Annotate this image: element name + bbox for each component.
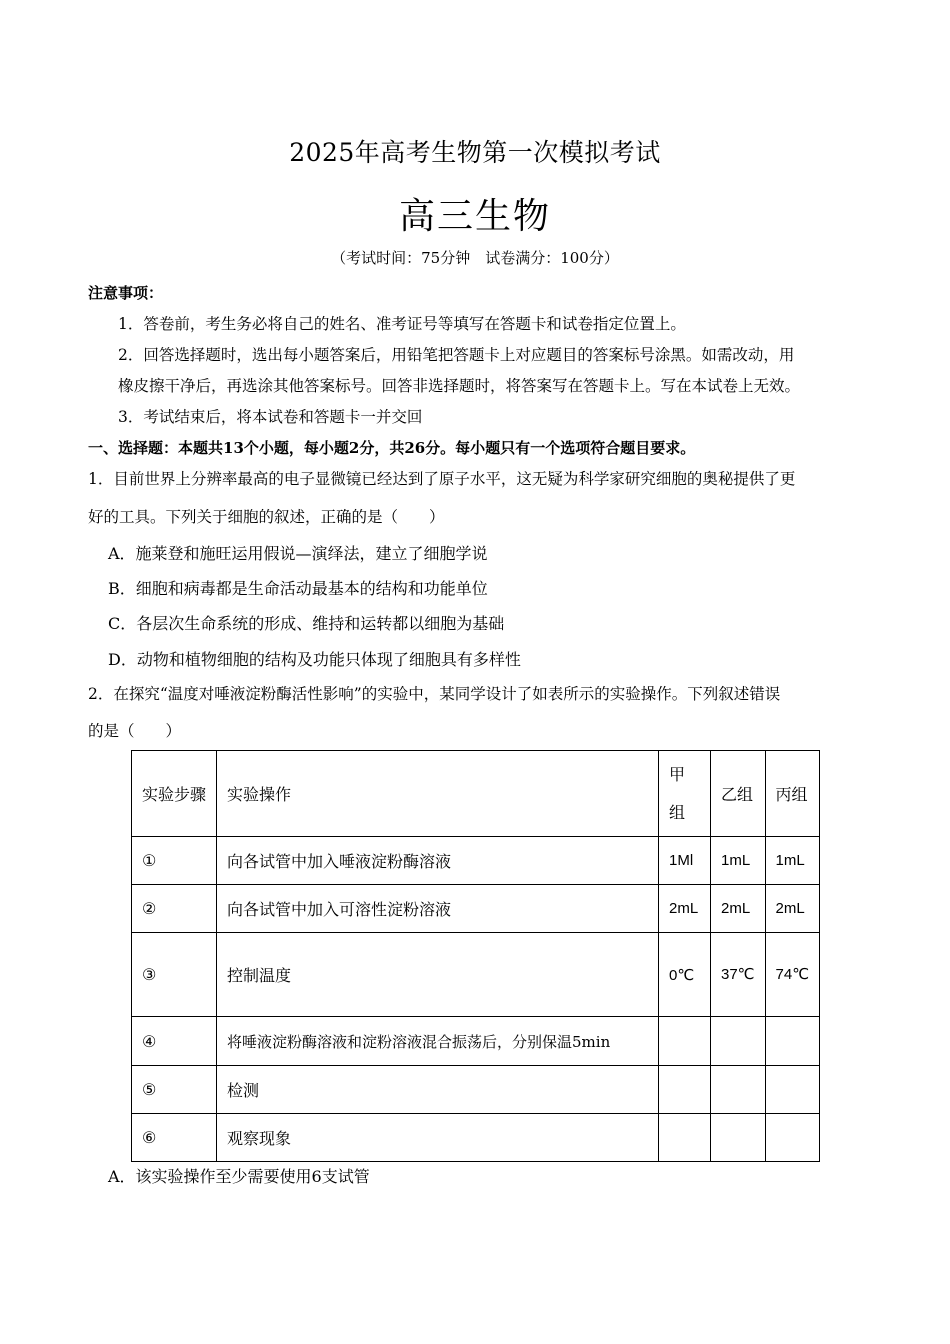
group-a-cell: 2mL (659, 885, 711, 933)
header-group-c: 丙组 (765, 751, 820, 837)
group-c-cell: 1mL (765, 837, 820, 885)
operation-cell: 控制温度 (217, 933, 659, 1017)
q2-stem-line2: 的是（ ） (88, 722, 182, 740)
step-cell: ⑤ (132, 1066, 217, 1114)
table-row (132, 1066, 820, 1114)
group-c-cell (765, 1017, 820, 1066)
group-c-cell: 74℃ (765, 933, 820, 1017)
notice-item-2: 2．回答选择题时，选出每小题答案后，用铅笔把答题卡上对应题目的答案标号涂黑。如需改动，用 (118, 346, 795, 364)
operation-cell: 向各试管中加入唾液淀粉酶溶液 (217, 837, 659, 885)
q1-option-a: A．施莱登和施旺运用假说—演绎法，建立了细胞学说 (108, 544, 488, 563)
table-row (132, 1017, 820, 1066)
step-cell: ⑥ (132, 1114, 217, 1162)
group-a-cell: 1Ml (659, 837, 711, 885)
notice-heading: 注意事项： (88, 284, 164, 302)
notice-item-3: 3．考试结束后，将本试卷和答题卡一并交回 (118, 408, 423, 426)
table-row (132, 1114, 820, 1162)
step-cell: ④ (132, 1017, 217, 1066)
group-c-cell (765, 1114, 820, 1162)
step-cell: ③ (132, 933, 217, 1017)
table-header-row (132, 751, 820, 837)
q1-option-b: B．细胞和病毒都是生命活动最基本的结构和功能单位 (108, 579, 488, 598)
q2-stem-line1: 2．在探究“温度对唾液淀粉酶活性影响”的实验中，某同学设计了如表所示的实验操作。下列叙述错误 (88, 685, 781, 703)
header-step: 实验步骤 (132, 751, 217, 837)
exam-info: （考试时间：75分钟 试卷满分：100分） (331, 249, 619, 267)
q2-option-a: A．该实验操作至少需要使用6支试管 (108, 1167, 370, 1186)
operation-cell: 向各试管中加入可溶性淀粉溶液 (217, 885, 659, 933)
q1-stem-line1: 1．目前世界上分辨率最高的电子显微镜已经达到了原子水平，这无疑为科学家研究细胞的奥秘提供了更 (88, 470, 796, 488)
group-a-cell (659, 1066, 711, 1114)
group-b-cell: 37℃ (711, 933, 766, 1017)
operation-cell: 检测 (217, 1066, 659, 1114)
group-b-cell: 2mL (711, 885, 766, 933)
section-heading: 一、选择题：本题共13个小题，每小题2分，共26分。每小题只有一个选项符合题目要求。 (88, 439, 696, 457)
step-cell: ① (132, 837, 217, 885)
header-group-a: 甲组 (659, 751, 711, 837)
q1-stem-line2: 好的工具。下列关于细胞的叙述，正确的是（ ） (88, 508, 445, 526)
experiment-table (131, 750, 820, 1162)
group-c-cell: 2mL (765, 885, 820, 933)
group-b-cell: 1mL (711, 837, 766, 885)
group-a-cell (659, 1017, 711, 1066)
operation-cell: 观察现象 (217, 1114, 659, 1162)
q1-option-d: D．动物和植物细胞的结构及功能只体现了细胞具有多样性 (108, 650, 521, 669)
notice-item-2-cont: 橡皮擦干净后，再选涂其他答案标号。回答非选择题时，将答案写在答题卡上。写在本试卷上无效。 (118, 377, 801, 395)
step-cell: ② (132, 885, 217, 933)
group-b-cell (711, 1066, 766, 1114)
exam-title: 2025年高考生物第一次模拟考试 (289, 138, 661, 167)
q1-option-c: C．各层次生命系统的形成、维持和运转都以细胞为基础 (108, 614, 505, 633)
group-a-cell: 0℃ (659, 933, 711, 1017)
group-a-cell (659, 1114, 711, 1162)
group-b-cell (711, 1017, 766, 1066)
header-group-b: 乙组 (711, 751, 766, 837)
group-b-cell (711, 1114, 766, 1162)
subject-title: 高三生物 (398, 196, 551, 237)
notice-item-1: 1．答卷前，考生务必将自己的姓名、准考证号等填写在答题卡和试卷指定位置上。 (118, 315, 686, 333)
table-row (132, 837, 820, 885)
table-row (132, 885, 820, 933)
table-row (132, 933, 820, 1017)
operation-cell: 将唾液淀粉酶溶液和淀粉溶液混合振荡后，分别保温5min (217, 1017, 659, 1066)
group-c-cell (765, 1066, 820, 1114)
header-operation: 实验操作 (217, 751, 659, 837)
